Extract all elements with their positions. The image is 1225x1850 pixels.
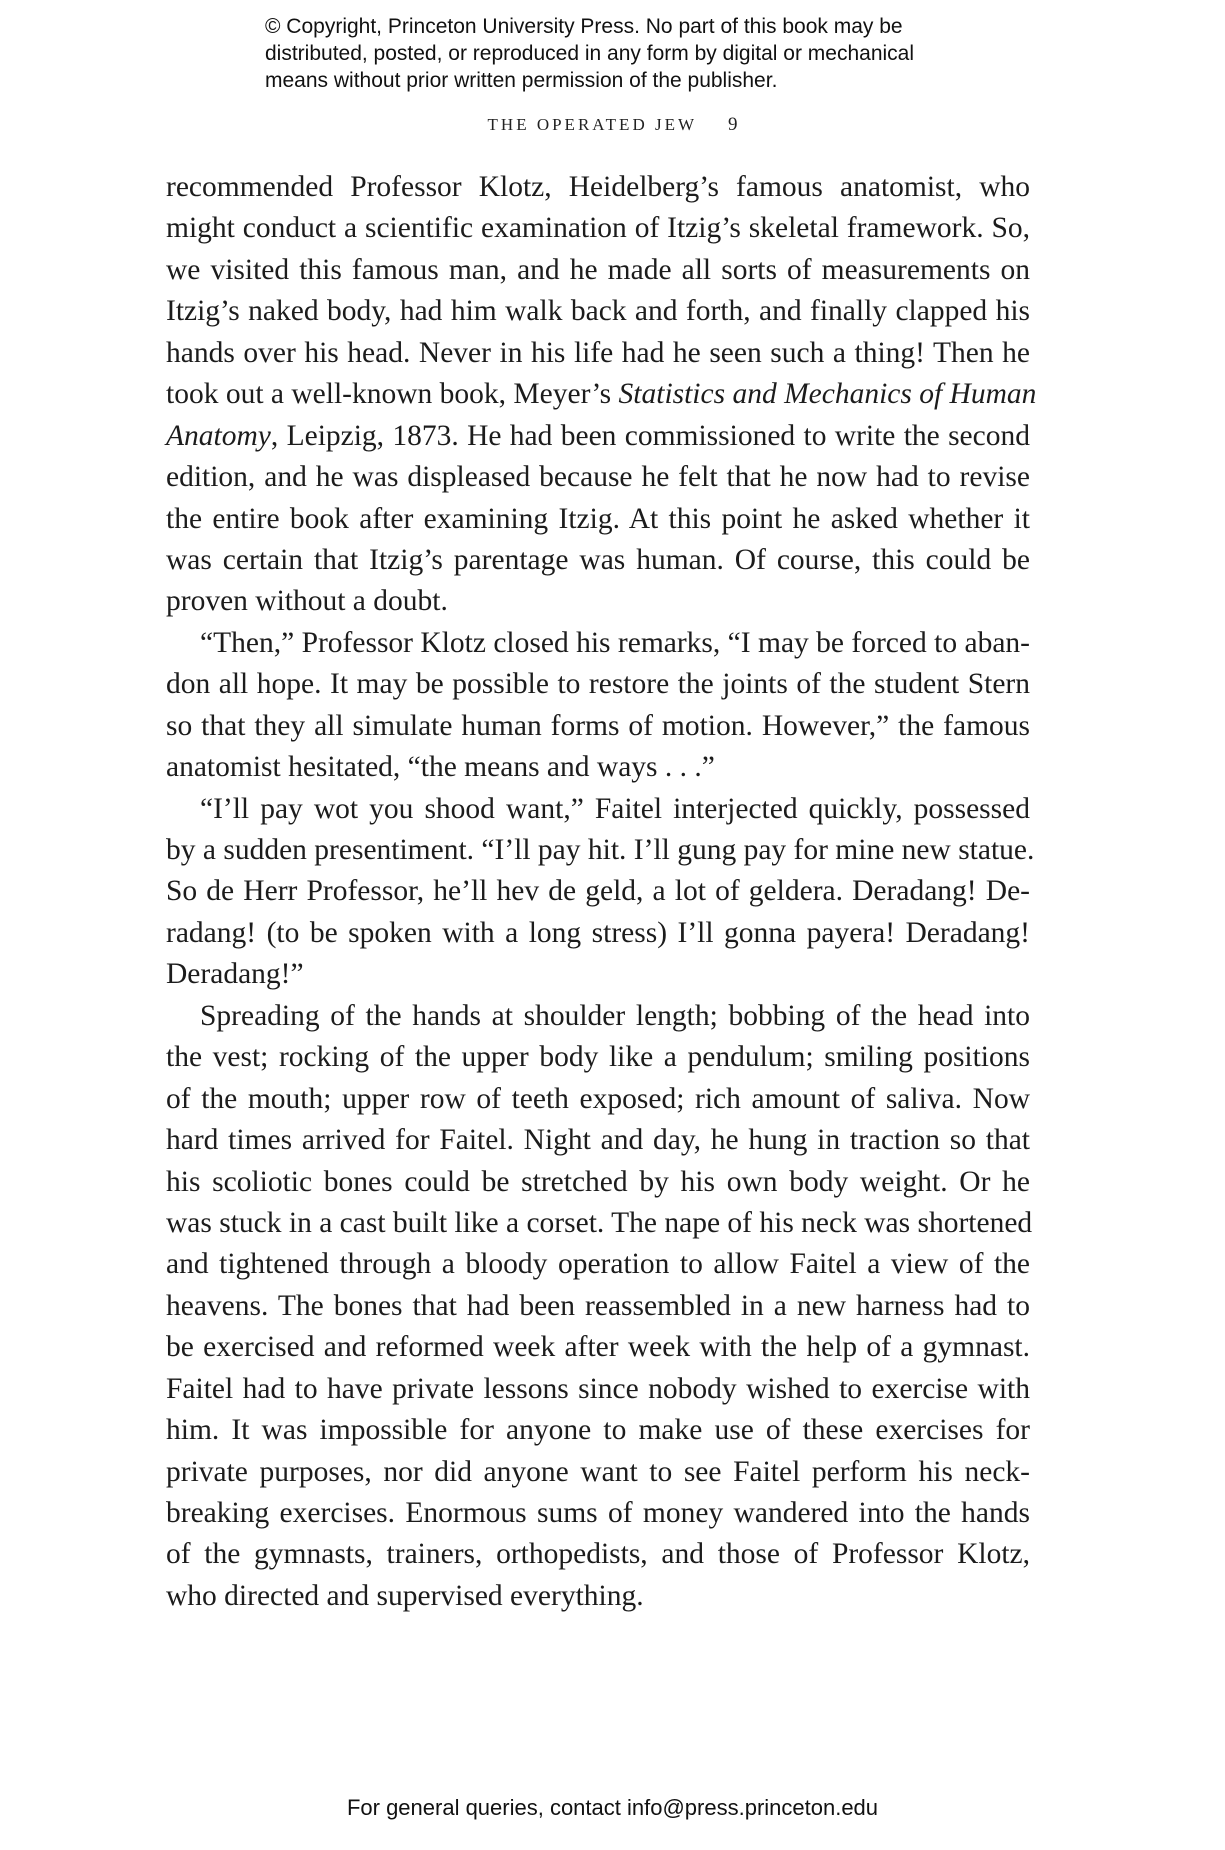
text-line: the vest; rocking of the upper body like a pendulum; smiling positions xyxy=(166,1041,1030,1074)
body-text xyxy=(166,167,1037,1617)
page-number: 9 xyxy=(727,114,738,135)
text-line: by a sudden presentiment. “I’ll pay hit. I’ll gung pay for mine new statue. xyxy=(166,834,1035,866)
text-line: edition, and he was displeased because he felt that he now had to revise xyxy=(166,461,1030,494)
text-run: took out a well-known book, Meyer’s xyxy=(166,378,619,411)
text-line: and tightened through a bloody operation to allow Faitel a view of the xyxy=(166,1248,1030,1281)
text-line: “Then,” Professor Klotz closed his remarks, “I may be forced to aban- xyxy=(200,626,1030,659)
text-line: heavens. The bones that had been reassembled in a new harness had to xyxy=(166,1289,1030,1322)
text-line: the entire book after examining Itzig. At this point he asked whether it xyxy=(166,502,1030,535)
copyright-line: distributed, posted, or reproduced in any form by digital or mechanical xyxy=(265,42,915,65)
text-line: Deradang!” xyxy=(166,958,304,991)
text-line: anatomist hesitated, “the means and ways . . .” xyxy=(166,751,715,784)
book-title-italic: Statistics and Mechanics of Human xyxy=(618,378,1037,411)
text-line: recommended Professor Klotz, Heidelberg’s famous anatomist, who xyxy=(166,171,1030,203)
text-line: hands over his head. Never in his life had he seen such a thing! Then he xyxy=(166,336,1030,369)
text-line: hard times arrived for Faitel. Night and day, he hung in traction so that xyxy=(166,1124,1030,1157)
text-line: who directed and supervised everything. xyxy=(166,1579,644,1612)
text-line: be exercised and reformed week after week with the help of a gymnast. xyxy=(166,1331,1030,1364)
text-line: proven without a doubt. xyxy=(166,585,448,618)
book-title-italic: Anatomy xyxy=(166,419,271,452)
footer-contact: For general queries, contact info@press.princeton.edu xyxy=(346,1795,879,1820)
text-line: his scoliotic bones could be stretched by his own body weight. Or he xyxy=(166,1165,1030,1198)
text-line xyxy=(166,374,1037,415)
text-run: , Leipzig, 1873. He had been commissioned to write the second xyxy=(270,419,1030,452)
text-line: him. It was impossible for anyone to make use of these exercises for xyxy=(166,1414,1030,1447)
text-line: Spreading of the hands at shoulder length; bobbing of the head into xyxy=(200,999,1030,1032)
text-line: so that they all simulate human forms of motion. However,” the famous xyxy=(166,709,1030,742)
text-line: Faitel had to have private lessons since nobody wished to exercise with xyxy=(166,1372,1030,1405)
text-line: we visited this famous man, and he made all sorts of measurements on xyxy=(166,253,1030,286)
copyright-line: means without prior written permission of the publisher. xyxy=(265,69,778,92)
text-line: So de Herr Professor, he’ll hev de geld, a lot of geldera. Deradang! De- xyxy=(166,875,1030,908)
text-line: was certain that Itzig’s parentage was human. Of course, this could be xyxy=(166,543,1030,576)
text-line: Itzig’s naked body, had him walk back and forth, and finally clapped his xyxy=(166,295,1030,328)
text-line: of the mouth; upper row of teeth exposed; rich amount of saliva. Now xyxy=(166,1082,1030,1115)
text-line: “I’ll pay wot you shood want,” Faitel interjected quickly, possessed xyxy=(200,792,1030,825)
text-line: breaking exercises. Enormous sums of money wandered into the hands xyxy=(166,1497,1030,1529)
text-line: of the gymnasts, trainers, orthopedists, and those of Professor Klotz, xyxy=(166,1538,1030,1571)
text-line: was stuck in a cast built like a corset. The nape of his neck was shortened xyxy=(166,1206,1033,1239)
copyright-line: © Copyright, Princeton University Press. No part of this book may be xyxy=(265,15,903,38)
running-head-title: THE OPERATED JEW xyxy=(487,115,697,134)
running-head xyxy=(0,114,1225,136)
copyright-notice xyxy=(265,13,1025,94)
text-line: radang! (to be spoken with a long stress) I’ll gonna payera! Deradang! xyxy=(166,916,1030,949)
text-line xyxy=(166,416,1030,457)
text-line: don all hope. It may be possible to restore the joints of the student Stern xyxy=(166,668,1030,701)
text-line: private purposes, nor did anyone want to see Faitel perform his neck- xyxy=(166,1455,1030,1488)
text-line: might conduct a scientific examination of Itzig’s skeletal framework. So, xyxy=(166,212,1030,245)
